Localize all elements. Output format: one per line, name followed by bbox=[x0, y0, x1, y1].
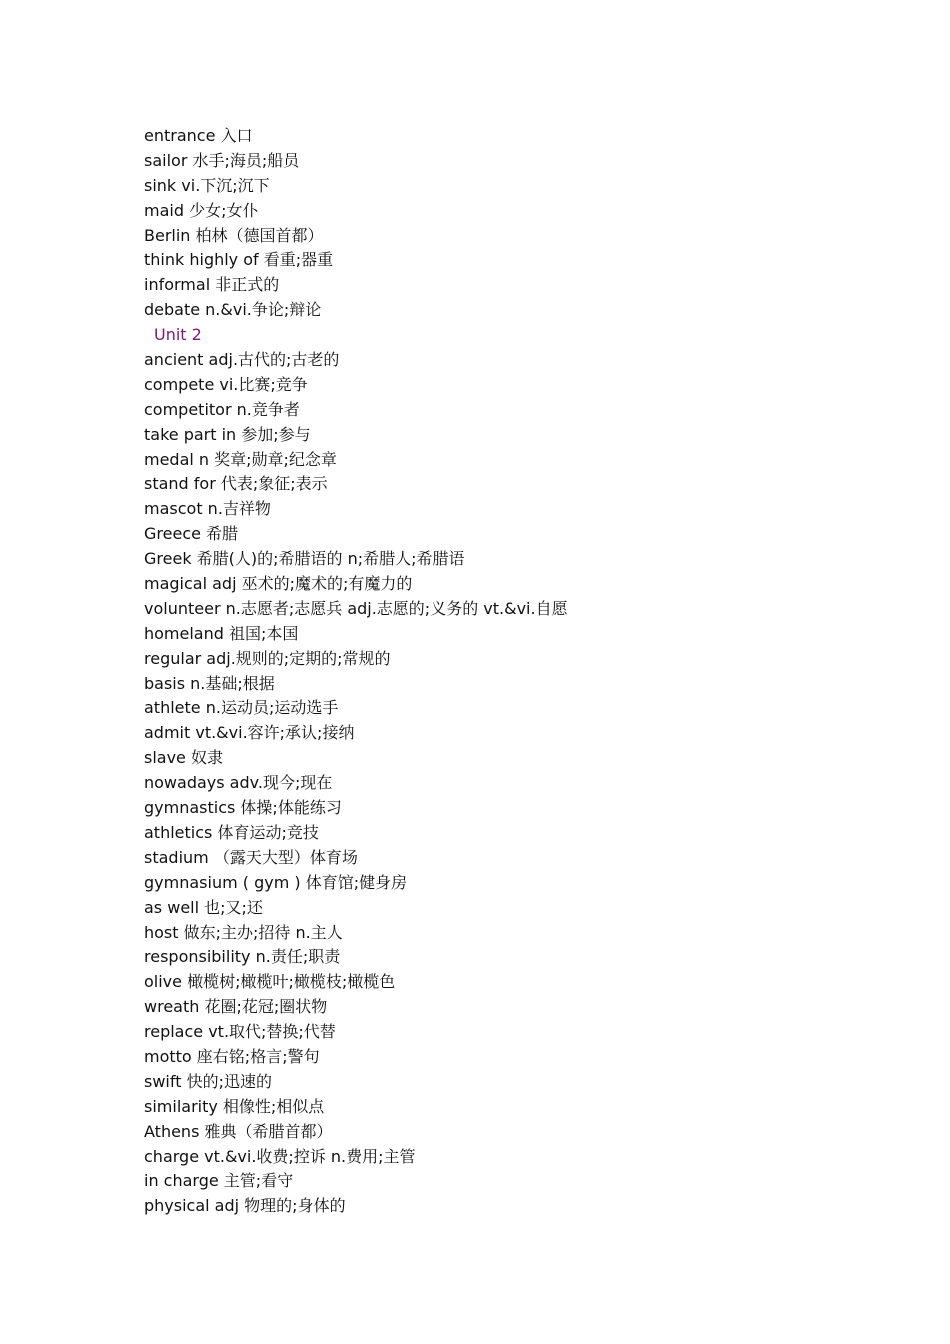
vocab-entry: stand for 代表;象征;表示 bbox=[144, 474, 328, 494]
vocab-entry: gymnastics 体操;体能练习 bbox=[144, 798, 342, 818]
vocab-entry: wreath 花圈;花冠;圈状物 bbox=[144, 997, 328, 1017]
vocab-entry: Greece 希腊 bbox=[144, 524, 239, 544]
vocab-entry: take part in 参加;参与 bbox=[144, 424, 311, 444]
vocab-entry: responsibility n.责任;职责 bbox=[144, 947, 341, 967]
vocab-entry: physical adj 物理的;身体的 bbox=[144, 1196, 346, 1216]
vocab-entry: charge vt.&vi.收费;控诉 n.费用;主管 bbox=[144, 1146, 416, 1166]
vocab-entry: compete vi.比赛;竞争 bbox=[144, 374, 308, 394]
vocab-entry: informal 非正式的 bbox=[144, 275, 280, 295]
vocabulary-list bbox=[144, 124, 904, 1219]
vocab-entry: sink vi.下沉;沉下 bbox=[144, 175, 270, 195]
vocab-entry: stadium （露天大型）体育场 bbox=[144, 847, 358, 867]
unit-heading: Unit 2 bbox=[154, 325, 202, 345]
vocab-entry: as well 也;又;还 bbox=[144, 897, 263, 917]
vocab-entry: competitor n.竞争者 bbox=[144, 399, 300, 419]
vocab-entry: Greek 希腊(人)的;希腊语的 n;希腊人;希腊语 bbox=[144, 549, 465, 569]
vocab-entry: ancient adj.古代的;古老的 bbox=[144, 350, 340, 370]
vocab-entry: magical adj 巫术的;魔术的;有魔力的 bbox=[144, 574, 413, 594]
vocab-entry: Athens 雅典（希腊首都） bbox=[144, 1121, 333, 1141]
vocab-entry: think highly of 看重;器重 bbox=[144, 250, 334, 270]
vocab-entry: medal n 奖章;勋章;纪念章 bbox=[144, 449, 337, 469]
vocab-entry: host 做东;主办;招待 n.主人 bbox=[144, 922, 343, 942]
vocab-entry: sailor 水手;海员;船员 bbox=[144, 150, 300, 170]
vocab-entry: nowadays adv.现今;现在 bbox=[144, 773, 333, 793]
vocab-entry: regular adj.规则的;定期的;常规的 bbox=[144, 648, 391, 668]
vocab-entry: maid 少女;女仆 bbox=[144, 200, 259, 220]
vocab-entry: similarity 相像性;相似点 bbox=[144, 1096, 325, 1116]
vocab-entry: athlete n.运动员;运动选手 bbox=[144, 698, 339, 718]
vocab-entry: admit vt.&vi.容许;承认;接纳 bbox=[144, 723, 355, 743]
vocab-entry: motto 座右铭;格言;警句 bbox=[144, 1046, 320, 1066]
vocab-entry: Berlin 柏林（德国首都） bbox=[144, 225, 324, 245]
vocab-entry: gymnasium ( gym ) 体育馆;健身房 bbox=[144, 872, 408, 892]
vocab-entry: slave 奴隶 bbox=[144, 748, 223, 768]
vocab-entry: athletics 体育运动;竞技 bbox=[144, 822, 319, 842]
vocab-entry: volunteer n.志愿者;志愿兵 adj.志愿的;义务的 vt.&vi.自愿 bbox=[144, 598, 568, 618]
vocab-entry: debate n.&vi.争论;辩论 bbox=[144, 300, 322, 320]
vocab-entry: homeland 祖国;本国 bbox=[144, 623, 299, 643]
vocab-entry: in charge 主管;看守 bbox=[144, 1171, 294, 1191]
vocab-entry: swift 快的;迅速的 bbox=[144, 1071, 272, 1091]
vocab-entry: basis n.基础;根据 bbox=[144, 673, 275, 693]
vocab-entry: mascot n.吉祥物 bbox=[144, 499, 271, 519]
vocab-entry: replace vt.取代;替换;代替 bbox=[144, 1022, 336, 1042]
vocab-entry: olive 橄榄树;橄榄叶;橄榄枝;橄榄色 bbox=[144, 972, 396, 992]
vocab-entry: entrance 入口 bbox=[144, 126, 253, 145]
